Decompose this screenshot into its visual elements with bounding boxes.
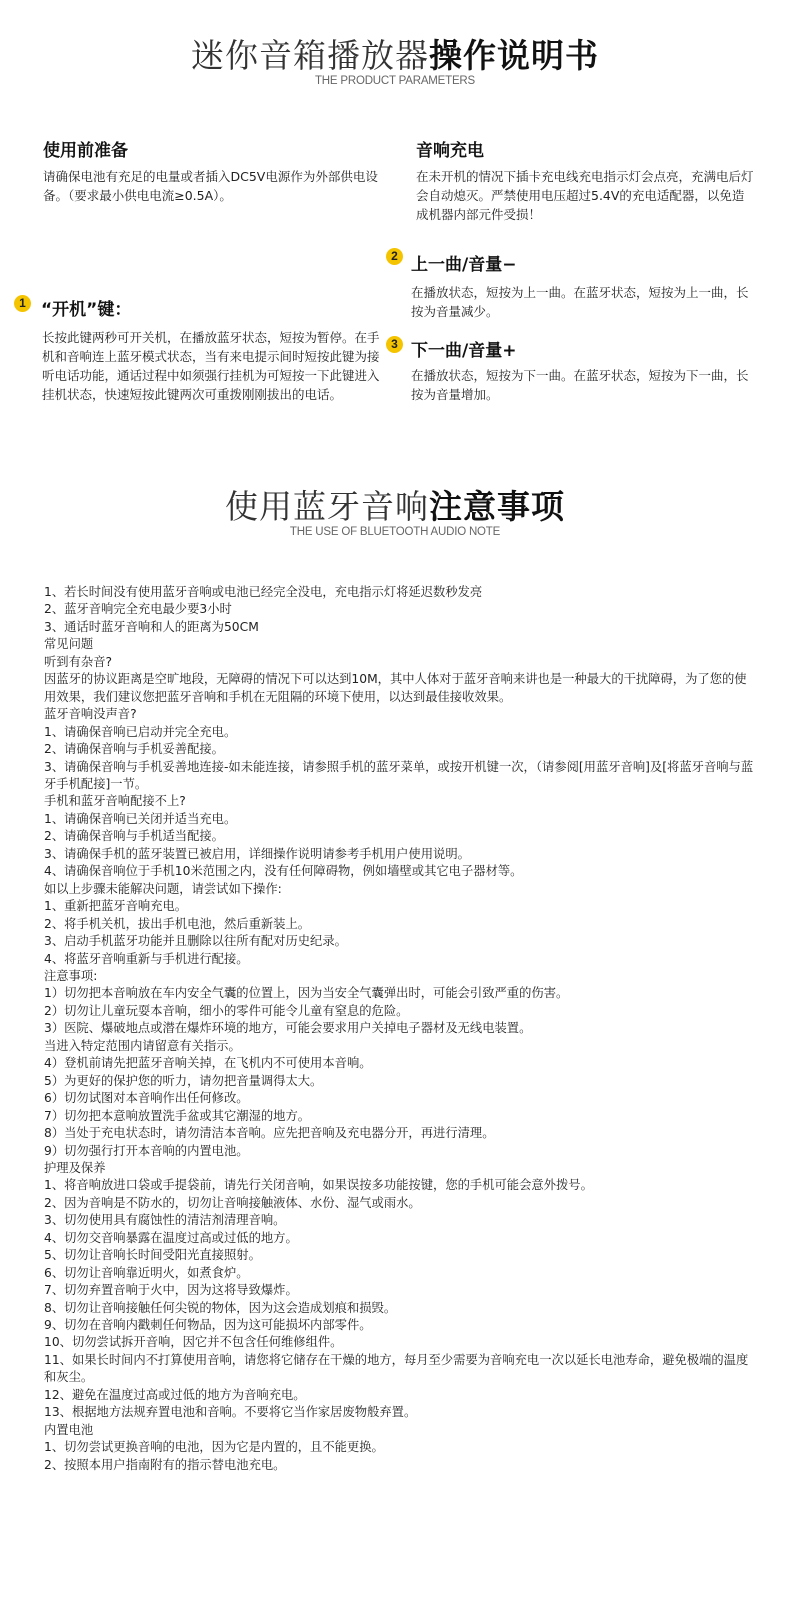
page-title [0, 30, 790, 77]
note-line: 8）当处于充电状态时，请勿清洁本音响。应先把音响及充电器分开，再进行清理。 [44, 1126, 495, 1141]
note-line: 听到有杂音? [44, 654, 113, 669]
next-key-heading: 下一曲/音量+ [411, 341, 517, 361]
note-line: 1）切勿把本音响放在车内安全气囊的位置上，因为当安全气囊弹出时，可能会引致严重的伤害。 [44, 986, 569, 1001]
notes-subtitle: THE USE OF BLUETOOTH AUDIO NOTE [289, 526, 501, 538]
note-line: 注意事项: [44, 968, 98, 983]
notes-title [0, 481, 790, 528]
charge-body: 在未开机的情况下插卡充电线充电指示灯会点亮，充满电后灯会自动熄灭。严禁使用电压超过5.4V的充电适配器，以免造成机器内部元件受损！ [416, 169, 754, 222]
note-line: 2、因为音响是不防水的，切勿让音响接触液体、水份、湿气或雨水。 [44, 1195, 421, 1210]
note-line: 6、切勿让音响靠近明火，如煮食炉。 [44, 1265, 249, 1280]
note-line: 2、请确保音响与手机妥善配接。 [44, 742, 224, 757]
number-badge-3: 3 [386, 336, 403, 353]
note-line: 4、将蓝牙音响重新与手机进行配接。 [44, 951, 249, 966]
note-line: 1、切勿尝试更换音响的电池，因为它是内置的，且不能更换。 [44, 1440, 384, 1455]
note-line: 内置电池 [44, 1422, 94, 1437]
note-line: 3、请确保音响与手机妥善地连接-如未能连接，请参照手机的蓝牙菜单，或按开机键一次，（请参阅[用蓝牙音响]及[将蓝牙音响与蓝牙手机配接]一节。 [44, 759, 754, 791]
note-line: 5、切勿让音响长时间受阳光直接照射。 [44, 1248, 261, 1263]
note-line: 9、切勿在音响内戳刺任何物品，因为这可能损坏内部零件。 [44, 1318, 372, 1333]
note-line: 3、切勿使用具有腐蚀性的清洁剂清理音响。 [44, 1213, 286, 1228]
note-line: 7）切勿把本意响放置洗手盆或其它潮湿的地方。 [44, 1108, 311, 1123]
note-line: 9）切勿强行打开本音响的内置电池。 [44, 1143, 249, 1158]
note-line: 3、请确保手机的蓝牙装置已被启用，详细操作说明请参考手机用户使用说明。 [44, 846, 470, 861]
note-line: 2、按照本用户指南附有的指示替电池充电。 [44, 1457, 286, 1472]
prev-key-body: 在播放状态，短按为上一曲。在蓝牙状态，短按为上一曲，长按为音量减少。 [411, 285, 749, 319]
power-key-body: 长按此键两秒可开关机，在播放蓝牙状态，短按为暂停。在手机和音响连上蓝牙模式状态，当有来电提示间时短按此键为接听电话功能，通话过程中如须强行挂机为可短按一下此键进入挂机状态，快速短按此键两次可重拨刚刚拔出的电话。 [42, 330, 380, 402]
note-line: 手机和蓝牙音响配接不上? [44, 794, 186, 809]
note-line: 1、重新把蓝牙音响充电。 [44, 899, 188, 914]
note-line: 7、切勿弃置音响于火中，因为这将导致爆炸。 [44, 1283, 298, 1298]
note-line: 8、切勿让音响接触任何尖锐的物体，因为这会造成划痕和损毁。 [44, 1300, 397, 1315]
note-line: 12、避免在温度过高或过低的地方为音响充电。 [44, 1387, 306, 1402]
note-line: 1、若长时间没有使用蓝牙音响或电池已经完全没电，充电指示灯将延迟数秒发亮 [44, 585, 483, 599]
note-line: 因蓝牙的协议距离是空旷地段，无障碍的情况下可以达到10M，其中人体对于蓝牙音响来讲也是一种最大的干扰障碍，为了您的使用效果，我们建议您把蓝牙音响和手机在无阻隔的环境下使用，以达到最佳接收效果。 [44, 672, 747, 704]
next-key-body: 在播放状态，短按为下一曲。在蓝牙状态，短按为下一曲，长按为音量增加。 [411, 368, 749, 402]
note-line: 6）切勿试图对本音响作出任何修改。 [44, 1091, 249, 1106]
notes-title-bold: 注意事项 [429, 487, 565, 526]
number-badge-2: 2 [386, 248, 403, 265]
note-line: 蓝牙音响没声音? [44, 707, 137, 722]
note-line: 1、请确保音响已启动并完全充电。 [44, 724, 237, 739]
note-line: 常见问题 [44, 637, 94, 652]
notes-list [44, 584, 754, 1474]
note-line: 3、通话时蓝牙音响和人的距离为50CM [44, 619, 259, 634]
note-line: 1、将音响放进口袋或手提袋前，请先行关闭音响，如果误按多功能按键，您的手机可能会意外拨号。 [44, 1178, 593, 1193]
note-line: 如以上步骤未能解决问题，请尝试如下操作: [44, 881, 282, 896]
note-line: 13、根据地方法规弃置电池和音响。不要将它当作家居废物般弃置。 [44, 1405, 417, 1420]
note-line: 10、切勿尝试拆开音响，因它并不包含任何维修组件。 [44, 1335, 343, 1350]
page-title-bold: 操作说明书 [429, 36, 599, 75]
note-line: 5）为更好的保护您的听力，请勿把音量调得太大。 [44, 1073, 323, 1088]
note-line: 4）登机前请先把蓝牙音响关掉，在飞机内不可使用本音响。 [44, 1056, 372, 1071]
charge-heading: 音响充电 [416, 141, 484, 161]
note-line: 3）医院、爆破地点或潜在爆炸环境的地方，可能会要求用户关掉电子器材及无线电装置。 [44, 1021, 532, 1036]
page-title-light: 迷你音箱播放器 [191, 36, 429, 75]
note-line: 2）切勿让儿童玩耍本音响，细小的零件可能令儿童有窒息的危险。 [44, 1003, 409, 1018]
note-line: 2、将手机关机，拔出手机电池，然后重新装上。 [44, 916, 311, 931]
note-line: 1、请确保音响已关闭并适当充电。 [44, 811, 237, 826]
number-badge-1: 1 [14, 295, 31, 312]
prep-body: 请确保电池有充足的电量或者插入DC5V电源作为外部供电设备。（要求最小供电电流≥0.5A）。 [43, 169, 378, 203]
note-line: 2、蓝牙音响完全充电最少要3小时 [44, 602, 232, 617]
prep-heading: 使用前准备 [43, 141, 128, 161]
power-key-heading: “开机”键： [41, 300, 132, 320]
note-line: 2、请确保音响与手机适当配接。 [44, 829, 224, 844]
note-line: 3、启动手机蓝牙功能并且删除以往所有配对历史纪录。 [44, 934, 347, 949]
note-line: 4、请确保音响位于手机10米范围之内，没有任何障碍物，例如墙壁或其它电子器材等。 [44, 864, 523, 879]
page-subtitle: THE PRODUCT PARAMETERS [314, 75, 476, 87]
prev-key-heading: 上一曲/音量− [411, 255, 517, 275]
note-line: 4、切勿交音响暴露在温度过高或过低的地方。 [44, 1230, 298, 1245]
note-line: 11、如果长时间内不打算使用音响，请您将它储存在干燥的地方，每月至少需要为音响充电一次以延长电池寿命，避免极端的温度和灰尘。 [44, 1352, 749, 1385]
notes-title-light: 使用蓝牙音响 [225, 487, 429, 526]
note-line: 护理及保养 [44, 1160, 106, 1175]
note-line: 当进入特定范围内请留意有关指示。 [44, 1038, 241, 1053]
